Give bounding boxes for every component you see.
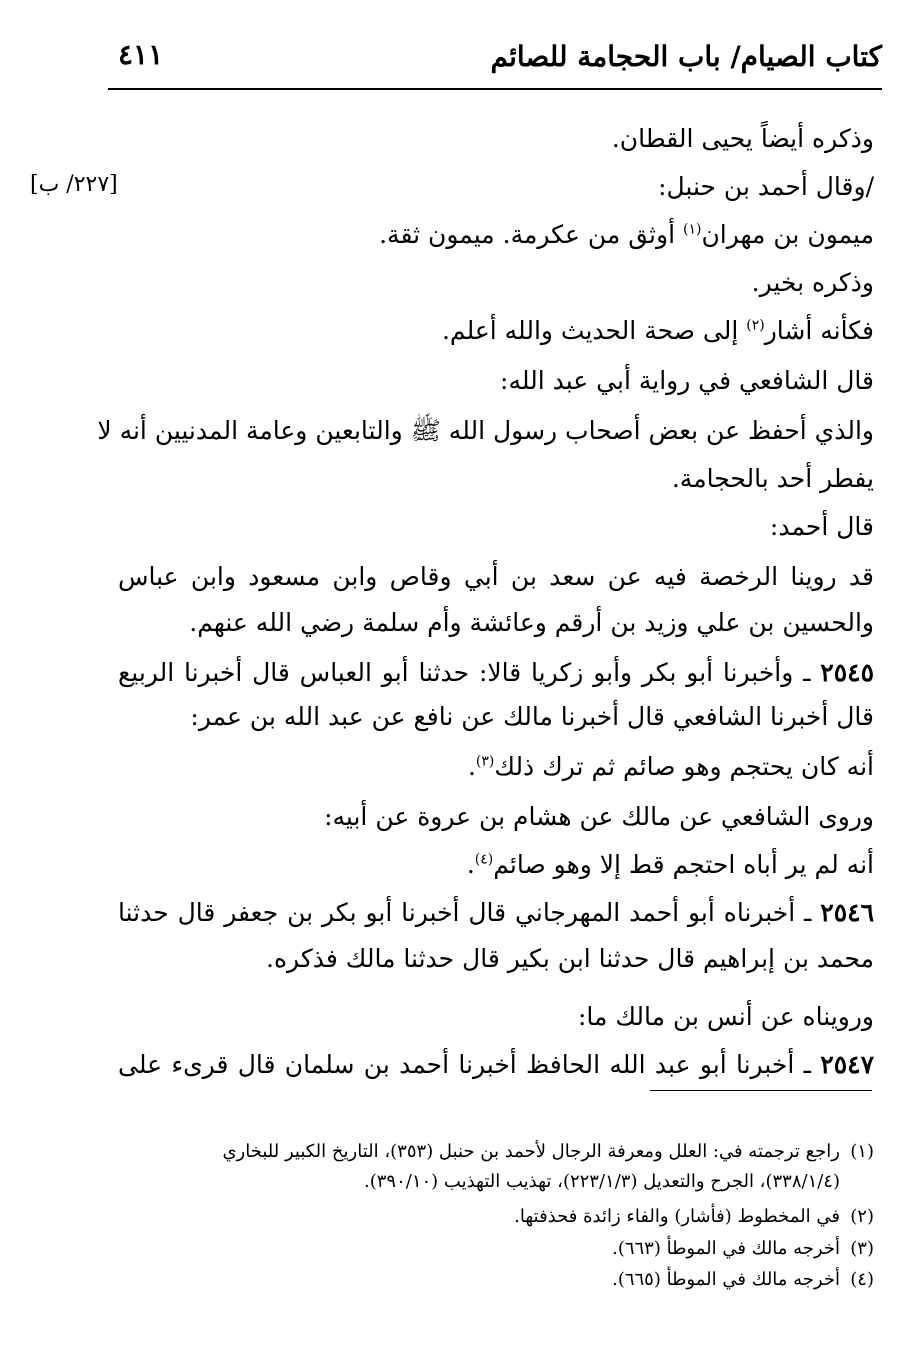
- footnote-4: (٤)أخرجه مالك في الموطأ (٦٦٥).: [612, 1269, 874, 1290]
- text-line: وذكره بخير.: [751, 268, 874, 297]
- text-line: ورويناه عن أنس بن مالك ما:: [577, 1002, 874, 1031]
- footnote-2: (٢)في المخطوط (فأشار) والفاء زائدة فحذفتها.: [514, 1206, 874, 1227]
- text-line: قال أخبرنا الشافعي قال أخبرنا مالك عن نافع عن عبد الله بن عمر:: [190, 702, 874, 731]
- footnote-ref[interactable]: (٤): [474, 851, 494, 868]
- footnote-number: (١): [850, 1141, 874, 1162]
- footnote-1-continuation: (٣٣٨/١/٤)، الجرح والتعديل (٢٢٣/١/٣)، تهذيب التهذيب (٣٩٠/١٠).: [364, 1171, 840, 1192]
- hadith-line: ٢٥٤٥ ـ وأخبرنا أبو بكر وأبو زكريا قالا: حدثنا أبو العباس قال أخبرنا الربيع: [118, 658, 874, 687]
- hadith-number: ٢٥٤٥: [820, 658, 874, 687]
- text-line: قال الشافعي في رواية أبي عبد الله:: [500, 366, 874, 395]
- footnote-number: (٤): [850, 1269, 874, 1290]
- text-line: يفطر أحد بالحجامة.: [671, 464, 874, 493]
- footnote-ref[interactable]: (٢): [746, 317, 765, 334]
- text-line: والحسين بن علي وزيد بن أرقم وعائشة وأم سلمة رضي الله عنهم.: [189, 608, 874, 637]
- footnote-ref[interactable]: (٣): [475, 753, 495, 770]
- text-line: وروى الشافعي عن مالك عن هشام بن عروة عن أبيه:: [324, 802, 874, 831]
- text-line: والذي أحفظ عن بعض أصحاب رسول الله ﷺ والتابعين وعامة المدنيين أنه لا: [97, 416, 874, 445]
- hadith-line: ٢٥٤٧ ـ أخبرنا أبو عبد الله الحافظ أخبرنا أحمد بن سلمان قال قرىء على: [118, 1050, 874, 1079]
- text-line: قال أحمد:: [769, 512, 874, 541]
- text-line: وذكره أيضاً يحيى القطان.: [611, 124, 874, 153]
- hadith-line: ٢٥٤٦ ـ أخبرناه أبو أحمد المهرجاني قال أخبرنا أبو بكر بن جعفر قال حدثنا: [118, 898, 874, 927]
- footnote-ref[interactable]: (١): [682, 221, 702, 238]
- text-line: محمد بن إبراهيم قال حدثنا ابن بكير قال حدثنا مالك فذكره.: [266, 944, 874, 973]
- hadith-number: ٢٥٤٧: [820, 1050, 874, 1079]
- hadith-number: ٢٥٤٦: [820, 898, 874, 927]
- text-line: أنه كان يحتجم وهو صائم ثم ترك ذلك$^{(٣)}$.: [467, 752, 874, 781]
- text-line: /وقال أحمد بن حنبل:: [658, 172, 874, 201]
- manuscript-folio-marker: [٢٢٧/ ب]: [30, 172, 118, 197]
- footnote-number: (٣): [850, 1238, 874, 1259]
- footnote-3: (٣)أخرجه مالك في الموطأ (٦٦٣).: [612, 1238, 874, 1259]
- text-line: فكأنه أشار$^{(٢)}$ إلى صحة الحديث والله أعلم.: [441, 316, 874, 345]
- text-line: قد روينا الرخصة فيه عن سعد بن أبي وقاص وابن مسعود وابن عباس: [118, 562, 874, 591]
- footnote-separator: [650, 1090, 872, 1091]
- footnote-1: (١)راجع ترجمته في: العلل ومعرفة الرجال لأحمد بن حنبل (٣٥٣)، التاريخ الكبير للبخاري: [222, 1141, 874, 1162]
- page-number: ٤١١: [118, 38, 164, 71]
- running-header-title: كتاب الصيام/ باب الحجامة للصائم: [490, 40, 882, 73]
- footnote-number: (٢): [850, 1206, 874, 1227]
- header-rule: [108, 88, 882, 90]
- text-line: ميمون بن مهران$^{(١)}$ أوثق من عكرمة. ميمون ثقة.: [379, 220, 874, 249]
- text-line: أنه لم ير أباه احتجم قط إلا وهو صائم$^{(٤)}$.: [466, 850, 874, 879]
